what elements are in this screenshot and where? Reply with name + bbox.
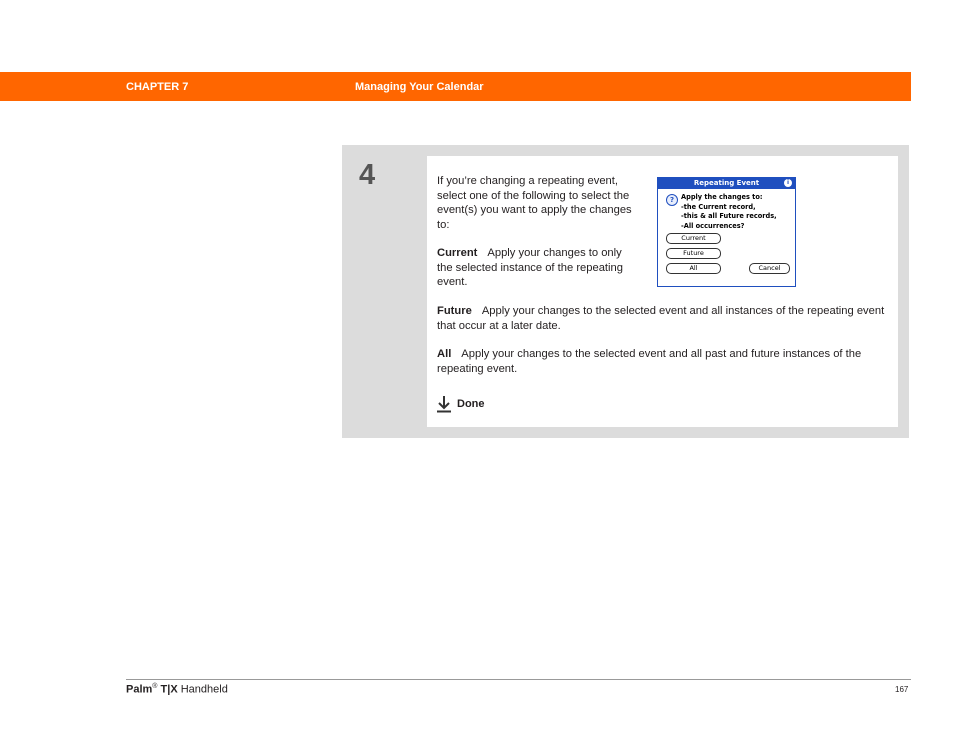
info-icon: i bbox=[784, 179, 792, 187]
cancel-button[interactable]: Cancel bbox=[749, 263, 790, 274]
dialog-title: Repeating Event bbox=[693, 179, 760, 187]
question-icon: ? bbox=[666, 194, 678, 206]
done-marker bbox=[437, 395, 485, 413]
option-term: Future bbox=[437, 305, 472, 317]
footer-product-name: Handheld bbox=[180, 683, 228, 696]
option-text: Apply your changes to the selected event and all instances of the repeating event that occur at a later date. bbox=[437, 305, 885, 332]
step-number: 4 bbox=[359, 159, 376, 191]
step-content bbox=[427, 156, 898, 427]
dialog-message: Apply the changes to: -the Current record, -this & all Future records, -All occurrences? bbox=[681, 193, 777, 230]
chapter-title: Managing Your Calendar bbox=[355, 81, 484, 93]
future-button[interactable]: Future bbox=[666, 248, 721, 259]
footer-rule bbox=[126, 679, 911, 680]
option-all bbox=[437, 347, 892, 376]
chapter-label: CHAPTER 7 bbox=[126, 81, 189, 93]
step-intro: If you’re changing a repeating event, select one of the following to select the event(s) you want to apply the changes to: bbox=[437, 175, 632, 231]
option-future bbox=[437, 304, 892, 333]
footer-product bbox=[126, 683, 228, 696]
done-label: Done bbox=[457, 398, 485, 410]
option-text: Apply your changes to the selected event and all past and future instances of the repeating event. bbox=[437, 348, 862, 375]
page-number: 167 bbox=[895, 685, 909, 694]
footer-model: T|X bbox=[160, 683, 178, 696]
option-current bbox=[437, 246, 632, 290]
option-term: All bbox=[437, 348, 452, 360]
repeating-event-dialog bbox=[657, 177, 796, 287]
down-arrow-icon bbox=[437, 395, 451, 413]
step-box bbox=[342, 145, 909, 438]
chapter-header-bar bbox=[0, 72, 911, 101]
current-button[interactable]: Current bbox=[666, 233, 721, 244]
option-text: Apply your changes to only the selected instance of the repeating event. bbox=[437, 247, 623, 288]
dialog-title-bar bbox=[658, 178, 795, 189]
registered-mark: ® bbox=[152, 683, 158, 690]
option-term: Current bbox=[437, 247, 478, 259]
footer-brand: Palm bbox=[126, 683, 153, 696]
all-button[interactable]: All bbox=[666, 263, 721, 274]
